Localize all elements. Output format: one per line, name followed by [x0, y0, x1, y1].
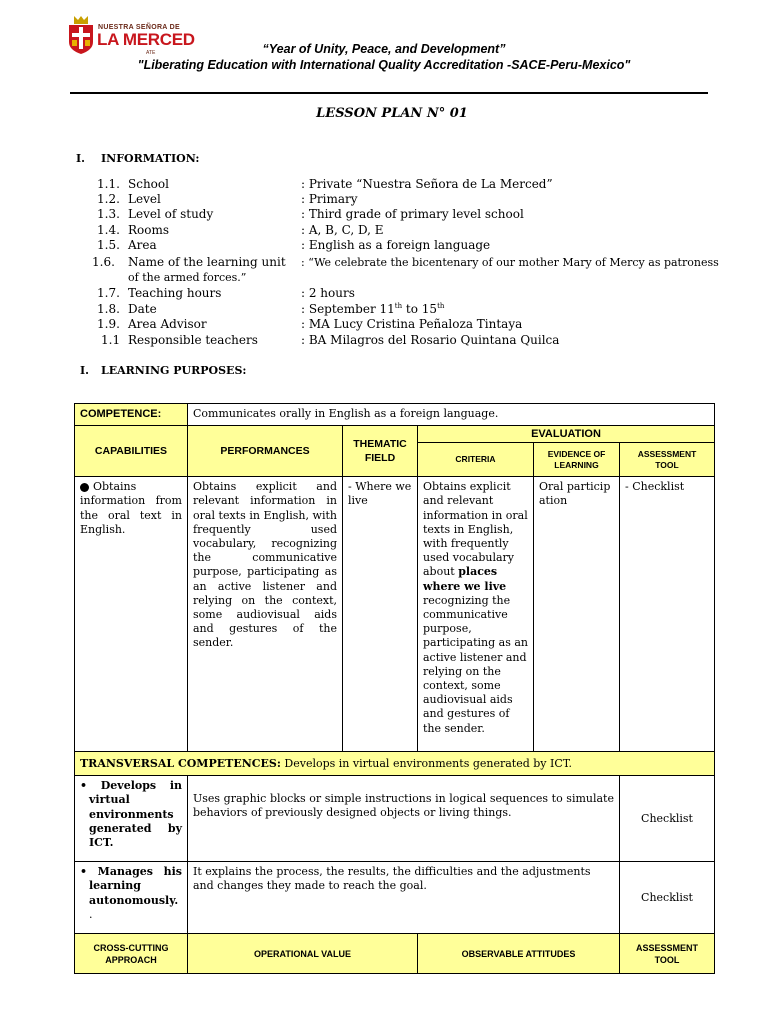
criteria-header: CRITERIA — [418, 443, 534, 477]
info-number: 1.1. — [97, 177, 120, 191]
criteria-text-end: recognizing the communicative purpose, participating as an active listener and relying on the context, some audiovisual aids and gestures of the sender. — [423, 593, 528, 735]
transversal-extra: . — [89, 907, 93, 921]
info-value: : Primary — [301, 192, 358, 206]
info-value: : English as a foreign language — [301, 238, 491, 252]
transversal-tool: Checklist — [620, 862, 715, 934]
info-number: 1.1 — [101, 333, 121, 347]
info-value: : MA Lucy Cristina Peñaloza Tintaya — [301, 317, 523, 331]
section-purposes — [80, 364, 258, 377]
date-end: to 15 — [402, 302, 438, 316]
tool-cell: - Checklist — [620, 477, 715, 752]
transversal-description: It explains the process, the results, the difficulties and the adjustments and changes they made to reach the goal. — [188, 862, 620, 934]
logo-sub-text: ATE — [146, 50, 156, 56]
section-information-title: INFORMATION: — [101, 152, 200, 165]
logo-main-text: LA MERCED — [97, 30, 195, 49]
info-value-date — [301, 302, 444, 316]
info-value: : “We celebrate the bicentenary of our mother Mary of Mercy as patroness — [301, 256, 719, 269]
header-divider — [70, 92, 708, 94]
date-suffix: th — [394, 302, 403, 310]
evidence-cell: Oral participation — [534, 477, 620, 752]
info-number: 1.7. — [97, 286, 120, 300]
info-number: 1.9. — [97, 317, 120, 331]
transversal-name: Manages his learning autonomously. — [89, 865, 182, 907]
info-continuation: of the armed forces.” — [128, 271, 247, 284]
transversal-name-cell: • Manages his learning autonomously. . — [75, 862, 188, 934]
section-purposes-number: I. — [80, 364, 89, 377]
thematic-cell: - Where we live — [343, 477, 418, 752]
transversal-value: Develops in virtual environments generated by ICT. — [284, 756, 572, 770]
cross-cutting-header: CROSS-CUTTING APPROACH — [75, 934, 188, 974]
info-label: Teaching hours — [128, 286, 222, 300]
info-label: Responsible teachers — [128, 333, 258, 347]
info-label: Rooms — [128, 223, 170, 237]
capabilities-header: CAPABILITIES — [75, 426, 188, 477]
motto-year: “Year of Unity, Peace, and Development” — [262, 42, 506, 56]
date-suffix: th — [437, 302, 445, 310]
lesson-title: LESSON PLAN N° 01 — [316, 106, 468, 121]
info-label: School — [128, 177, 169, 191]
bullet-icon — [80, 483, 89, 492]
transversal-label: TRANSVERSAL COMPETENCES: — [80, 756, 281, 770]
info-value: : A, B, C, D, E — [301, 223, 384, 237]
criteria-text: Obtains explicit and relevant information in oral texts in English, with frequently used vocabulary about — [423, 480, 528, 579]
thematic-field-header: THEMATIC FIELD — [343, 426, 418, 477]
info-label: Area Advisor — [128, 317, 207, 331]
info-label: Level of study — [128, 207, 214, 221]
info-label: Level — [128, 192, 161, 206]
info-value: : Private “Nuestra Señora de La Merced” — [301, 177, 553, 191]
assessment-tool-header: ASSESSMENT TOOL — [620, 443, 715, 477]
evidence-header: EVIDENCE OF LEARNING — [534, 443, 620, 477]
transversal-name: Develops in virtual environments generated by ICT. — [89, 779, 182, 850]
info-label: Date — [128, 302, 157, 316]
section-information-number: I. — [76, 152, 85, 165]
transversal-row — [75, 752, 715, 776]
info-number: 1.6. — [92, 255, 115, 269]
date-start: : September 11 — [301, 302, 395, 316]
motto-education: "Liberating Education with International Quality Accreditation -SACE-Peru-Mexico" — [137, 58, 631, 72]
capability-cell — [75, 477, 188, 752]
performance-cell: Obtains explicit and relevant information in oral texts in English, with frequently used vocabulary, recognizing the communicative purpose, participating as an active listener and relying on the context, some audiovisual aids and gestures of the sender. — [188, 477, 343, 752]
info-number: 1.2. — [97, 192, 120, 206]
operational-value-header: OPERATIONAL VALUE — [188, 934, 418, 974]
info-label: Area — [128, 238, 157, 252]
competence-label: COMPETENCE: — [75, 404, 188, 426]
capability-text: Obtains information from the oral text in English. — [80, 480, 182, 536]
criteria-highlight: places where we live — [423, 565, 507, 593]
learning-purposes-table — [74, 403, 715, 974]
performances-header: PERFORMANCES — [188, 426, 343, 477]
info-label: Name of the learning unit — [128, 255, 286, 269]
evaluation-header: EVALUATION — [418, 426, 715, 443]
transversal-name-cell: • Develops in virtual environments generated by ICT. — [75, 776, 188, 862]
logo-top-text: NUESTRA SEÑORA DE — [98, 24, 180, 31]
criteria-cell — [418, 477, 534, 752]
info-value: : BA Milagros del Rosario Quintana Quilca — [301, 333, 560, 347]
observable-attitudes-header: OBSERVABLE ATTITUDES — [418, 934, 620, 974]
info-value: : Third grade of primary level school — [301, 207, 524, 221]
competence-value: Communicates orally in English as a foreign language. — [188, 404, 715, 426]
info-number: 1.5. — [97, 238, 120, 252]
section-purposes-title: LEARNING PURPOSES: — [100, 364, 247, 377]
assessment-tool-footer: ASSESSMENT TOOL — [620, 934, 715, 974]
transversal-description: Uses graphic blocks or simple instructions in logical sequences to simulate behaviors of previously designed objects or living things. — [188, 776, 620, 862]
info-value: : 2 hours — [301, 286, 355, 300]
info-number: 1.3. — [97, 207, 120, 221]
transversal-tool: Checklist — [620, 776, 715, 862]
info-number: 1.8. — [97, 302, 120, 316]
info-number: 1.4. — [97, 223, 120, 237]
